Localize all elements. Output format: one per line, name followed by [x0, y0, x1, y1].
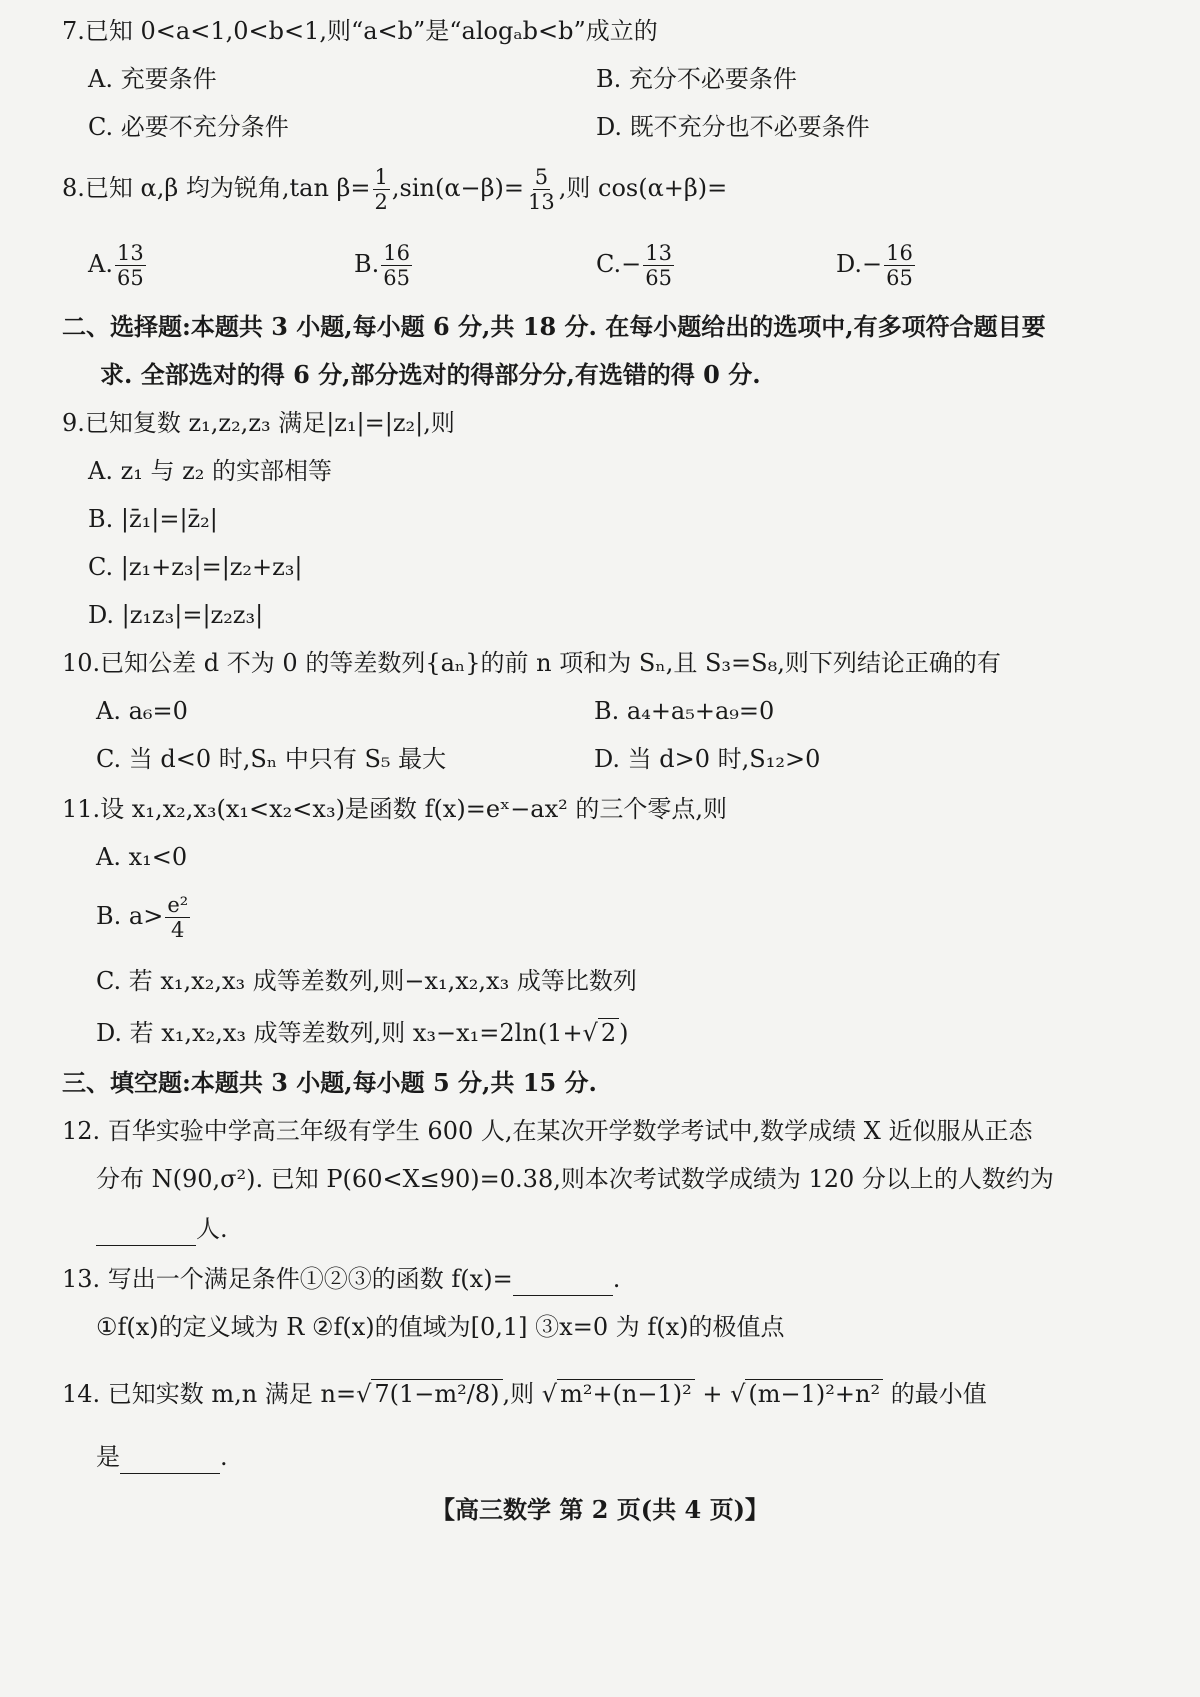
q8-option-b-den: 65: [383, 266, 410, 290]
q10-option-c: C. 当 d<0 时,Sₙ 中只有 S₅ 最大: [96, 745, 447, 773]
q7-option-b: B. 充分不必要条件: [596, 65, 797, 93]
q13-stem: [62, 1262, 620, 1296]
q11-option-a: A. x₁<0: [96, 843, 188, 871]
q8-stem-a: 8.已知 α,β 均为锐角,tan β=: [62, 174, 371, 202]
q8-option-c-frac: [643, 241, 674, 290]
q8-option-d-num: 16: [886, 241, 913, 265]
q11-option-b: [96, 890, 192, 942]
q8-option-c: [596, 238, 676, 290]
section3-heading: 三、填空题:本题共 3 小题,每小题 5 分,共 15 分.: [62, 1068, 597, 1097]
q14-line2-post: .: [220, 1443, 228, 1471]
q12-line1: 12. 百华实验中学高三年级有学生 600 人,在某次开学数学考试中,数学成绩 X 近似服从正态: [62, 1117, 1033, 1145]
section2-heading-line1: 二、选择题:本题共 3 小题,每小题 6 分,共 18 分. 在每小题给出的选项中,有多项符合题目要: [62, 312, 1046, 341]
q10-option-b: B. a₄+a₅+a₉=0: [594, 697, 775, 725]
q8-option-d-sign: −: [862, 250, 883, 278]
q12-line2: 分布 N(90,σ²). 已知 P(60<X≤90)=0.38,则本次考试数学成绩为 120 分以上的人数约为: [96, 1165, 1054, 1193]
page-footer: 【高三数学 第 2 页(共 4 页)】: [431, 1495, 769, 1524]
q11-option-b-den: 4: [171, 918, 185, 942]
q11-option-c: C. 若 x₁,x₂,x₃ 成等差数列,则−x₁,x₂,x₃ 成等比数列: [96, 967, 637, 995]
q13-answer-blank[interactable]: [513, 1269, 613, 1296]
q8-stem: [62, 162, 727, 214]
q8-option-b-frac: [381, 241, 412, 290]
q7-stem: 7.已知 0<a<1,0<b<1,则“a<b”是“alogₐb<b”成立的: [62, 17, 658, 45]
q14-line2-pre: 是: [96, 1443, 120, 1471]
q8-option-c-den: 65: [645, 266, 672, 290]
q8-option-c-num: 13: [645, 241, 672, 265]
q11-option-b-num: e²: [167, 893, 189, 917]
q14-stem-d: 的最小值: [883, 1380, 987, 1408]
q8-f1-den: 2: [374, 190, 388, 214]
q14-radicand-1: 7(1−m²/8): [371, 1379, 502, 1408]
q11-option-b-pre: B. a>: [96, 902, 164, 930]
q8-option-b-label: B.: [354, 250, 380, 278]
q8-fraction-2: [526, 165, 557, 214]
q14-answer-blank[interactable]: [120, 1447, 220, 1474]
q8-option-a-den: 65: [116, 266, 144, 290]
q14-line2: [96, 1440, 228, 1474]
q10-option-d: D. 当 d>0 时,S₁₂>0: [594, 745, 821, 773]
q9-option-a: A. z₁ 与 z₂ 的实部相等: [88, 457, 333, 485]
q13-conditions: ①f(x)的定义域为 R ②f(x)的值域为[0,1] ③x=0 为 f(x)的极值点: [96, 1313, 785, 1341]
q8-f2-num: 5: [534, 165, 549, 189]
q8-fraction-1: [373, 165, 390, 214]
q12-line3-text: 人.: [196, 1215, 228, 1243]
q8-option-b-num: 16: [383, 241, 410, 265]
q14-radicand-2: m²+(n−1)²: [557, 1379, 695, 1408]
q8-option-b: [354, 238, 414, 290]
q8-option-a-num: 13: [116, 241, 144, 265]
q14-stem-a: 14. 已知实数 m,n 满足 n=√: [62, 1380, 372, 1408]
q12-line3: [96, 1212, 228, 1246]
q11-option-b-frac: [165, 893, 190, 942]
q8-f1-num: 1: [374, 165, 388, 189]
q14-stem: [62, 1372, 987, 1416]
q9-stem: 9.已知复数 z₁,z₂,z₃ 满足|z₁|=|z₂|,则: [62, 409, 455, 437]
q8-f2-den: 13: [528, 190, 555, 214]
q8-option-d-den: 65: [886, 266, 913, 290]
q11-stem: 11.设 x₁,x₂,x₃(x₁<x₂<x₃)是函数 f(x)=eˣ−ax² 的三个零点,则: [62, 795, 728, 823]
q8-option-a-label: A.: [88, 250, 113, 278]
q8-stem-c: ,则 cos(α+β)=: [558, 174, 728, 202]
q9-option-c: C. |z₁+z₃|=|z₂+z₃|: [88, 553, 303, 581]
section2-heading-line2: 求. 全部选对的得 6 分,部分选对的得部分分,有选错的得 0 分.: [100, 360, 761, 389]
q8-stem-b: ,sin(α−β)=: [391, 174, 525, 202]
q8-option-c-label: C.: [596, 250, 622, 278]
q14-stem-c: + √: [694, 1380, 746, 1408]
q14-radicand-3: (m−1)²+n²: [745, 1379, 883, 1408]
q11-option-d: [96, 1016, 629, 1050]
q10-option-a: A. a₆=0: [96, 697, 188, 725]
q8-option-a: [88, 238, 148, 290]
q7-option-c: C. 必要不充分条件: [88, 113, 289, 141]
q14-stem-b: ,则 √: [502, 1380, 558, 1408]
q7-option-d: D. 既不充分也不必要条件: [596, 113, 870, 141]
q10-stem: 10.已知公差 d 不为 0 的等差数列{aₙ}的前 n 项和为 Sₙ,且 S₃=S₈,则下列结论正确的有: [62, 649, 1001, 677]
q11-option-d-post: ): [619, 1019, 629, 1047]
q9-option-b: B. |z̄₁|=|z̄₂|: [88, 505, 218, 533]
q8-option-a-frac: [115, 241, 146, 290]
q13-stem-end: .: [612, 1265, 621, 1293]
q13-stem-text: 13. 写出一个满足条件①②③的函数 f(x)=: [62, 1265, 513, 1293]
q8-option-c-sign: −: [621, 250, 642, 278]
q9-option-d: D. |z₁z₃|=|z₂z₃|: [88, 601, 264, 629]
q11-option-d-pre: D. 若 x₁,x₂,x₃ 成等差数列,则 x₃−x₁=2ln(1+√: [96, 1019, 598, 1047]
q11-option-d-radicand: 2: [598, 1018, 619, 1047]
q7-option-a: A. 充要条件: [88, 65, 217, 93]
q8-option-d-label: D.: [836, 250, 863, 278]
q8-option-d: [836, 238, 917, 290]
q12-answer-blank[interactable]: [96, 1219, 196, 1246]
q8-option-d-frac: [884, 241, 915, 290]
